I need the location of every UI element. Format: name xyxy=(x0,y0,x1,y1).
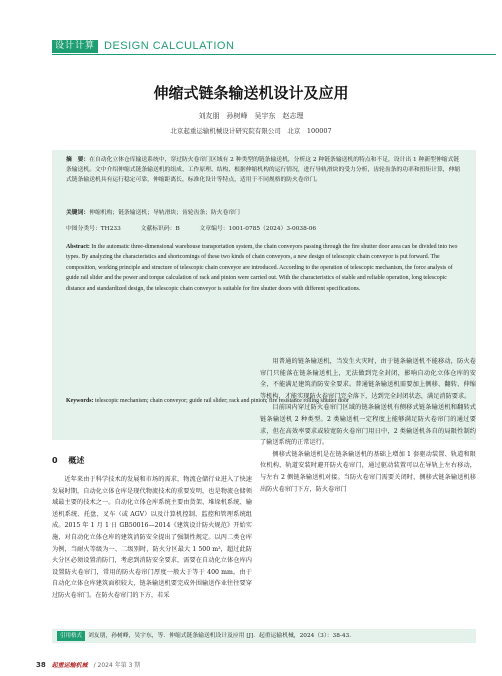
doc-code-label: 文献标识码： xyxy=(140,226,176,232)
journal-name: 起重运输机械 xyxy=(51,662,88,669)
section-heading xyxy=(52,455,84,466)
citation-box xyxy=(52,629,476,643)
clc-label: 中图分类号： xyxy=(66,226,101,232)
classification-line xyxy=(66,224,462,234)
author-list: 刘友朋 孙树峰 吴宇东 赵志理 xyxy=(198,112,304,120)
paragraph: 目前国内穿过防火卷帘门区域的链条输送机有侧移式链条输送机和翻转式链条输送机 2 种类型。2 类输送机一定程度上能够满足防火卷帘门的通过要求，但在高效率要求或较宽防火卷帘门用日中，2 类输送机各自的局限性制约了输送系统的正常运行。 xyxy=(260,404,476,447)
abstract-en xyxy=(66,242,462,294)
section-tag-en: DESIGN CALCULATION xyxy=(104,40,235,52)
abstract-cn-text: 在自动化立体仓库输送系统中，穿过防火卷帘门区域有 2 种类型的链条输送机，分析这 2 种链条输送机的特点和不足，设计出 1 种新型伸缩式链条输送机。文中介绍伸缩式链条输送机的组成、工作原理、结构、根据伸缩机构的运行情况，进行导轨滑块的受力分析，齿轮齿条的功率和扭矩计算，伸缩式链条输送机具有运行稳定可靠，伸缩距离长，标准化设计等特点，适用于不同规格的防火卷帘门。 xyxy=(66,157,461,184)
body-column-right xyxy=(260,356,476,495)
abstract-cn-label: 摘 要： xyxy=(66,157,90,163)
issue-info: / 2024 年第 3 期 xyxy=(93,662,141,669)
section-header xyxy=(8,40,496,54)
keywords-cn-text: 伸缩机构；链条输送机；导轨滑块；齿轮齿条；防火卷帘门 xyxy=(89,210,240,216)
page-number: 38 xyxy=(36,661,46,669)
article-no-value: 1001-0785（2024）3-0038-06 xyxy=(228,226,317,232)
section-tag-cn: 设计计算 xyxy=(52,40,98,53)
section-title: 概述 xyxy=(68,456,85,465)
keywords-en-label: Keywords: xyxy=(66,398,94,404)
article-no-label: 文章编号： xyxy=(199,226,229,232)
citation-badge: 引用格式 xyxy=(57,631,85,641)
body-column-left xyxy=(52,474,252,602)
keywords-cn xyxy=(66,208,462,218)
section-number: 0 xyxy=(52,456,58,465)
keywords-cn-label: 关键词： xyxy=(66,210,90,216)
header-rule xyxy=(52,54,496,55)
abstract-en-label: Abstract: xyxy=(66,244,90,250)
clc-value: TH233 xyxy=(100,226,121,232)
abstract-en-text: In the automatic three-dimensional warehouse transportation system, the chain conveyors passing through the fire shutter door area can be divided into two types. By analyzing the characteristics and shortcomings of these two kinds of chain conveyors, a new design of telescopic chain conveyor is put forward. The composition, working principle and structure of telescopic chain conveyor are introduced. According to the operation of telescopic mechanism, the force analysis of guide rail slider and the power and torque calculation of rack and pinion were carried out. With the characteristics of stable and reliable operation, long telescopic distance and standardized design, the telescopic chain conveyor is suitable for fire shutter doors with different specifications. xyxy=(66,244,458,292)
abstract-cn xyxy=(66,155,462,186)
paragraph: 近年来由于科学技术的发展和市场的需求，物流仓储行业进入了快速发展时期，自动化立体仓库是现代物流技术的重要发明，也是物流仓储领域最主要的技术之一。自动化立体仓库系统主要由货架、堆垛机系统、输送机系统、托盘、叉车（或 AGV）以及计算机控制、监控和管理系统组成。2015 年 1 月 1 日 GB50016—2014《建筑设计防火规范》开始实施，对自动化立体仓库的建筑消防安全提出了强制性规定。以丙二类仓库为例，当耐火等级为一、二级别时，防火分区最大 1 500 m²，超过此防火分区必须设置消防门，考虑到消防安全要求，需要在自动化立体仓库内设置防火卷帘门，常用的防火卷帘门厚度一般大于等于 400 mm。由于自动化立体仓库建筑面积较大，链条输送机要完成外围输送作业往往要穿过防火卷帘门。在防火卷帘门的下方，若采 xyxy=(52,476,252,599)
doc-code-value: B xyxy=(175,226,180,232)
keywords-en-text: telescopic mechanism; chain conveyor; guide rail slider; rack and pinion; fire resistance rolling shutter door xyxy=(94,398,349,404)
paragraph: 用普通的链条输送机，当发生火灾时，由于链条输送机不能移动，防火卷帘门只能落在链条输送机上，无法做到完全封闭，影响自动化立体仓库的安全，不能满足建筑消防安全要求。普通链条输送机需要加上侧移、翻转、伸缩等机构，才能实现防火卷帘门完全落下，达到完全封闭状态，满足消防要求。 xyxy=(260,358,476,400)
page-footer xyxy=(36,660,140,670)
citation-text: 刘友朋，孙树峰，吴宇东，等．伸缩式链条输送机设计及应用 [J]．起重运输机械，2024（3）：38-43. xyxy=(88,633,352,639)
affiliation: 北京起重运输机械设计研究院有限公司 北京 100007 xyxy=(170,127,332,135)
paragraph: 侧移式链条输送机是在链条输送机的基础上增加 1 套驱动装置、轨道和限位机构，轨道安装时避开防火卷帘门，通过驱动装置可以在导轨上左右移动，与左右 2 侧链条输送机对接。当防火卷帘门需要关闭时，侧移式链条输送机移出防火卷帘门下方，防火卷帘门 xyxy=(260,450,476,493)
article-title: 伸缩式链条输送机设计及应用 xyxy=(153,84,349,102)
